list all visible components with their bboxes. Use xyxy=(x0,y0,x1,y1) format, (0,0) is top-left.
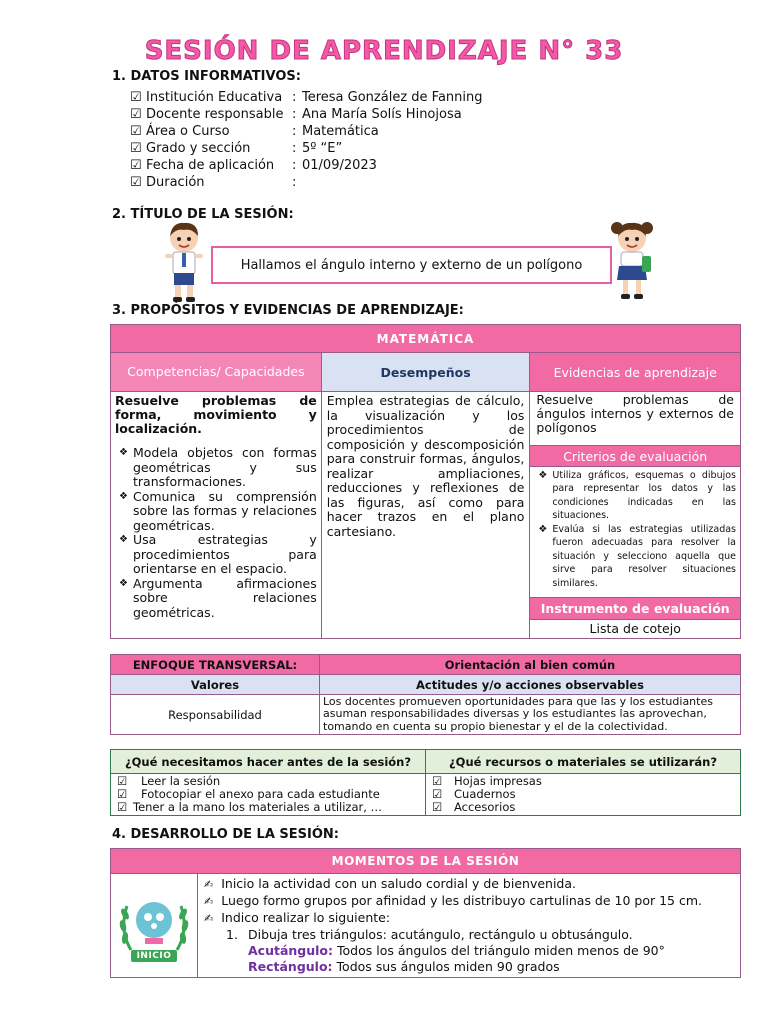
girl-student-illustration xyxy=(609,218,655,304)
definition-rectangulo: Rectángulo: Todos sus ángulos miden 90 grados xyxy=(248,959,560,974)
info-value: Ana María Solís Hinojosa xyxy=(302,107,462,122)
header-instrumento: Instrumento de evaluación xyxy=(530,597,741,619)
info-label: Fecha de aplicación xyxy=(146,158,275,173)
list-item: ❖ Usa estrategias y procedimientos para orientarse en el espacio. xyxy=(115,533,317,577)
info-colon: : xyxy=(292,124,297,139)
info-row xyxy=(130,123,483,140)
info-colon: : xyxy=(292,90,297,105)
list-item: ❖ Modela objetos con formas geométricas y sus transformaciones. xyxy=(115,446,317,490)
purposes-table xyxy=(110,324,741,639)
competencias-cell xyxy=(111,392,322,639)
list-item: ✍ Luego formo grupos por afinidad y les distribuyo cartulinas de 10 por 15 cm. xyxy=(204,893,734,910)
sub-list-item: 1. Dibuja tres triángulos: acutángulo, rectángulo u obtusángulo. xyxy=(226,927,633,942)
enfoque-value: Orientación al bien común xyxy=(320,655,741,675)
checkbox-icon: ☑ xyxy=(117,787,128,801)
list-item: ✍ Inicio la actividad con un saludo cordial y de bienvenida. xyxy=(204,876,734,893)
info-colon: : xyxy=(292,175,297,190)
list-item: ☑ Tener a la mano los materiales a utilizar, … xyxy=(117,800,383,814)
recursos-cell xyxy=(426,774,741,816)
header-valores: Valores xyxy=(111,675,320,695)
info-value: 5º “E” xyxy=(302,141,343,156)
criterios-list xyxy=(534,469,736,591)
evidencia-cell: Resuelve problemas de ángulos internos y externos de polígonos xyxy=(530,392,741,446)
checkbox-icon: ☑ xyxy=(432,774,443,788)
inicio-logo-cell xyxy=(111,874,198,978)
checkbox-icon: ☑ xyxy=(130,141,142,156)
criterios-cell xyxy=(530,466,741,597)
header-recursos: ¿Qué recursos o materiales se utilizarán? xyxy=(426,750,741,774)
capacidades-list xyxy=(115,446,317,620)
actitud-cell: Los docentes promueven oportunidades para que las y los estudiantes asuman responsabilidades diversas y los estudiantes las aprovechan, tomando en cuenta su propio bienestar y el de la colectividad. xyxy=(320,695,741,735)
checkbox-icon: ☑ xyxy=(432,800,443,814)
section-heading-propositos: 3. PROPÓSITOS Y EVIDENCIAS DE APRENDIZAJE: xyxy=(112,303,464,318)
checkbox-icon: ☑ xyxy=(130,107,142,122)
info-row xyxy=(130,140,483,157)
header-antes: ¿Qué necesitamos hacer antes de la sesión? xyxy=(111,750,426,774)
area-header: MATEMÁTICA xyxy=(111,325,741,353)
checkbox-icon: ☑ xyxy=(130,124,142,139)
definition-acutangulo: Acutángulo: Todos los ángulos del triángulo miden menos de 90° xyxy=(248,943,665,958)
info-label: Área o Curso xyxy=(146,124,230,139)
page-title: SESIÓN DE APRENDIZAJE N° 33 xyxy=(144,36,624,66)
info-row xyxy=(130,174,483,191)
section-heading-titulo: 2. TÍTULO DE LA SESIÓN: xyxy=(112,207,294,222)
enfoque-table xyxy=(110,654,741,735)
header-desempenos: Desempeños xyxy=(321,353,530,392)
antes-cell xyxy=(111,774,426,816)
checkbox-icon: ☑ xyxy=(117,800,128,814)
info-colon: : xyxy=(292,141,297,156)
info-label: Grado y sección xyxy=(146,141,251,156)
competencia-text: Resuelve problemas de forma, movimiento y localización. xyxy=(115,393,317,436)
enfoque-label: ENFOQUE TRANSVERSAL: xyxy=(111,655,320,675)
checkbox-icon: ☑ xyxy=(130,175,142,190)
info-value: 01/09/2023 xyxy=(302,158,377,173)
inicio-content-cell xyxy=(198,874,741,978)
boy-student-illustration xyxy=(162,220,206,306)
inicio-logo-text: INICIO xyxy=(136,951,172,961)
checkbox-icon: ☑ xyxy=(432,787,443,801)
info-row xyxy=(130,157,483,174)
list-item: ☑ Leer la sesión xyxy=(117,774,221,788)
info-list xyxy=(130,89,483,191)
instrumento-cell: Lista de cotejo xyxy=(530,619,741,638)
checkbox-icon: ☑ xyxy=(130,90,142,105)
header-criterios: Criterios de evaluación xyxy=(530,446,741,466)
header-evidencias: Evidencias de aprendizaje xyxy=(530,353,741,392)
desarrollo-table xyxy=(110,848,741,978)
info-label: Docente responsable xyxy=(146,107,284,122)
list-item: ❖ Evalúa si las estrategias utilizadas fueron adecuadas para resolver la situación y selecciono aquella que sirve para resolver situaciones similares. xyxy=(534,523,736,591)
session-title-box xyxy=(211,246,612,284)
info-value: Teresa González de Fanning xyxy=(302,90,483,105)
info-row xyxy=(130,89,483,106)
header-competencias: Competencias/ Capacidades xyxy=(111,353,322,392)
info-label: Duración xyxy=(146,175,205,190)
list-item: ☑ Fotocopiar el anexo para cada estudiante xyxy=(117,787,380,801)
list-item: ☑ Cuadernos xyxy=(432,787,516,801)
header-actitudes: Actitudes y/o acciones observables xyxy=(320,675,741,695)
section-heading-desarrollo: 4. DESARROLLO DE LA SESIÓN: xyxy=(112,827,339,842)
section-heading-datos: 1. DATOS INFORMATIVOS: xyxy=(112,69,301,84)
info-value: Matemática xyxy=(302,124,379,139)
list-item: ☑ Hojas impresas xyxy=(432,774,542,788)
info-colon: : xyxy=(292,107,297,122)
info-label: Institución Educativa xyxy=(146,90,283,105)
checkbox-icon: ☑ xyxy=(130,158,142,173)
desempeno-cell: Emplea estrategias de cálculo, la visualización y los procedimientos de composición y descomposición para construir formas, ángulos, realizar ampliaciones, reducciones y reflexiones de las figuras, así como para hacer trazos en el plano cartesiano. xyxy=(321,392,530,639)
list-item: ❖ Utiliza gráficos, esquemas o dibujos para representar los datos y las condiciones indicadas en las situaciones. xyxy=(534,469,736,523)
info-colon: : xyxy=(292,158,297,173)
checkbox-icon: ☑ xyxy=(117,774,128,788)
list-item: ❖ Argumenta afirmaciones sobre relaciones geométricas. xyxy=(115,577,317,621)
list-item: ☑ Accesorios xyxy=(432,800,516,814)
list-item: ❖ Comunica su comprensión sobre las formas y relaciones geométricas. xyxy=(115,490,317,534)
session-title: Hallamos el ángulo interno y externo de un polígono xyxy=(240,257,583,273)
valor-cell: Responsabilidad xyxy=(111,695,320,735)
info-row xyxy=(130,106,483,123)
preparation-table xyxy=(110,749,741,816)
list-item: ✍ Indico realizar lo siguiente: xyxy=(204,910,734,927)
momentos-header: MOMENTOS DE LA SESIÓN xyxy=(111,849,741,874)
